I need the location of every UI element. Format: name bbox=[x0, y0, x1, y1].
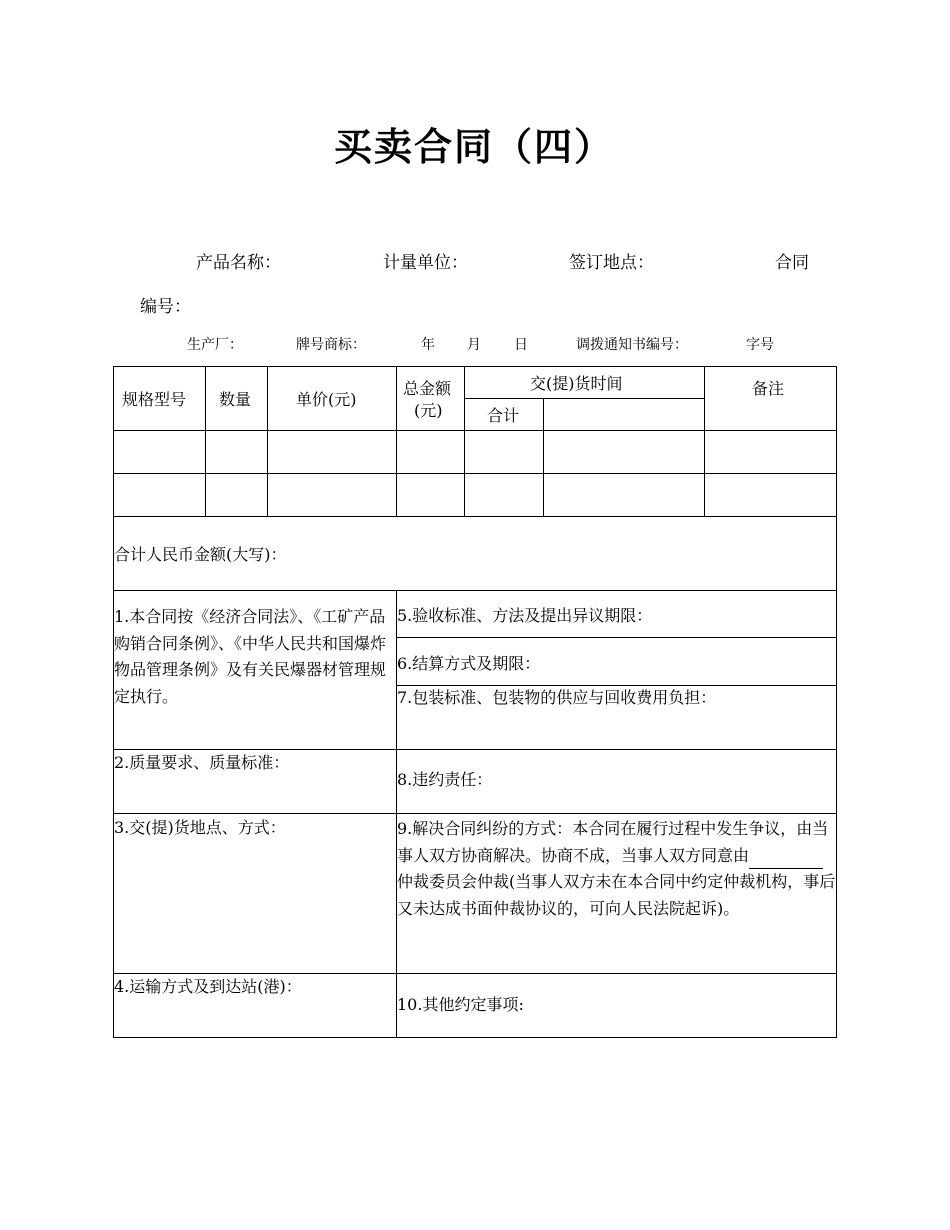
grid-line bbox=[543, 398, 544, 516]
sum-header: 合计 bbox=[487, 406, 520, 425]
unit-price-header: 单价(元) bbox=[296, 390, 357, 409]
contract-label: 合同 bbox=[775, 253, 809, 273]
unit-label: 计量单位： bbox=[383, 253, 468, 273]
clause-1: 1.本合同按《经济合同法》、《工矿产品购销合同条例》、《中华人民共和国爆炸物品管理条例》及有关民爆器材管理规定执行。 bbox=[114, 607, 387, 706]
clause-6: 6.结算方式及期限： bbox=[397, 654, 541, 673]
grid-line bbox=[704, 366, 705, 516]
sign-place-label: 签订地点： bbox=[569, 253, 654, 273]
grid-line bbox=[113, 973, 837, 974]
year-label: 年 bbox=[421, 337, 435, 353]
spec-header: 规格型号 bbox=[122, 390, 187, 409]
grid-line bbox=[113, 1037, 837, 1038]
grid-line bbox=[113, 813, 837, 814]
grid-line bbox=[113, 749, 837, 750]
total-amount-unit: (元) bbox=[414, 401, 443, 420]
remark-header: 备注 bbox=[752, 379, 785, 398]
grid-line bbox=[113, 430, 837, 431]
clause-9 bbox=[397, 816, 837, 922]
grid-line bbox=[396, 637, 837, 638]
grid-line bbox=[205, 366, 206, 516]
grid-line bbox=[464, 398, 704, 399]
grid-line bbox=[396, 685, 837, 686]
zi-number-label: 字号 bbox=[746, 337, 774, 353]
clause-2: 2.质量要求、质量标准： bbox=[114, 753, 290, 772]
notice-number-label: 调拨通知书编号： bbox=[576, 337, 688, 353]
grid-line bbox=[267, 366, 268, 516]
clause-5: 5.验收标准、方法及提出异议期限： bbox=[397, 606, 653, 625]
grid-line bbox=[113, 473, 837, 474]
clause-4: 4.运输方式及到达站(港)： bbox=[114, 977, 302, 996]
grid-line bbox=[113, 590, 837, 591]
grid-line bbox=[464, 366, 465, 516]
contract-number-label: 编号： bbox=[140, 297, 191, 317]
total-amount-header: 总金额 bbox=[403, 379, 452, 398]
document-title: 买卖合同（四） bbox=[334, 125, 615, 169]
grid-line bbox=[396, 366, 397, 516]
quantity-header: 数量 bbox=[219, 390, 252, 409]
product-name-label: 产品名称： bbox=[196, 253, 281, 273]
brand-label: 牌号商标： bbox=[296, 337, 366, 353]
clause-3: 3.交(提)货地点、方式： bbox=[114, 818, 286, 837]
delivery-time-header: 交(提)货时间 bbox=[530, 374, 623, 393]
month-label: 月 bbox=[467, 337, 481, 353]
factory-label: 生产厂： bbox=[187, 337, 243, 353]
grid-line bbox=[113, 366, 837, 367]
clause-10: 10.其他约定事项: bbox=[397, 995, 524, 1014]
clause-9-part-a: 9.解决合同纠纷的方式：本合同在履行过程中发生争议，由当事人双方协商解决。协商不成，当事人双方同意由 bbox=[397, 819, 829, 865]
clause-8: 8.违约责任： bbox=[397, 770, 493, 789]
day-label: 日 bbox=[514, 337, 528, 353]
clause-9-part-b: 仲裁委员会仲裁(当事人双方未在本合同中约定仲裁机构，事后又未达成书面仲裁协议的，可向人民法院起诉)。 bbox=[397, 872, 836, 918]
grid-line bbox=[113, 516, 837, 517]
clause-7: 7.包装标准、包装物的供应与回收费用负担： bbox=[397, 688, 717, 707]
rmb-total-label: 合计人民币金额(大写)： bbox=[114, 545, 287, 564]
grid-line bbox=[836, 366, 837, 1038]
arbitration-blank[interactable] bbox=[749, 851, 823, 869]
